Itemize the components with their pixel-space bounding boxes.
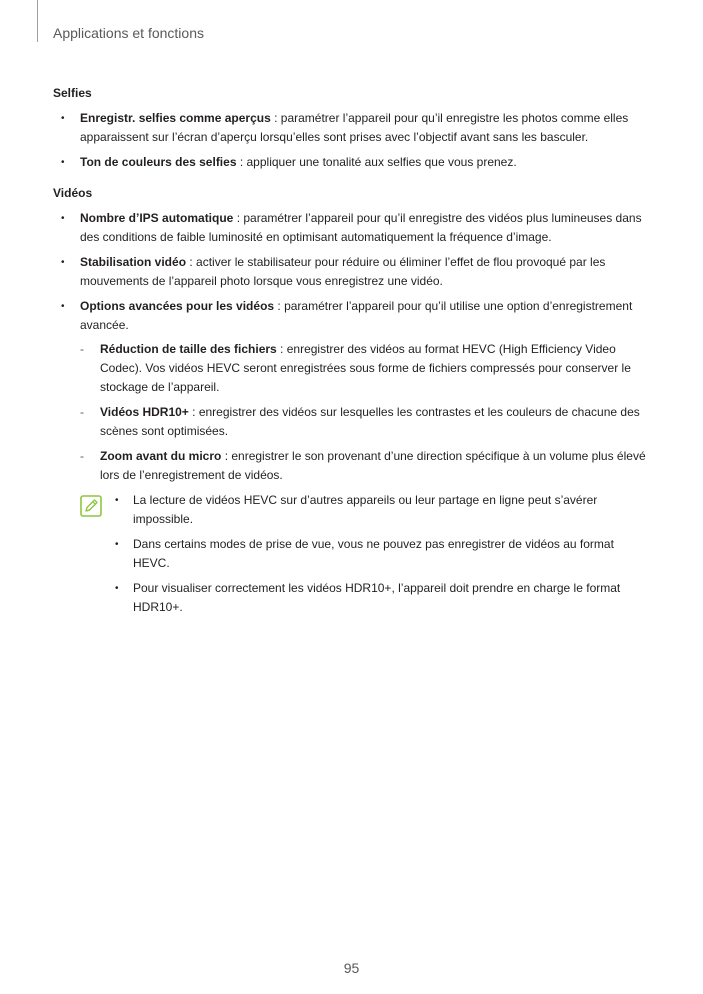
section-title-selfies: Selfies [53, 86, 92, 100]
note-item [106, 491, 648, 529]
page-number: 95 [343, 960, 360, 976]
item-term: Stabilisation vidéo [80, 255, 187, 269]
note-text: La lecture de vidéos HEVC sur d’autres appareils ou leur partage en ligne peut s’avérer impossible. [133, 493, 598, 526]
dash-marker: - [80, 342, 84, 356]
bullet: • [61, 157, 65, 168]
item-text: : enregistrer des vidéos au format HEVC (High Efficiency Video Codec). Vos vidéos HEVC seront enregistrées sous forme de fichiers compressés pour conserver le stockage de l’appareil. [100, 342, 631, 394]
notes-list [106, 491, 648, 617]
item-term: Enregistr. selfies comme aperçus [80, 111, 271, 125]
header-rule [37, 0, 38, 42]
item-term: Ton de couleurs des selfies [80, 155, 237, 169]
section-title-videos: Vidéos [53, 186, 93, 200]
item-term: Zoom avant du micro [100, 449, 222, 463]
advanced-options-sublist [80, 340, 648, 485]
item-text: : paramétrer l’appareil pour qu’il utilise une option d’enregistrement avancée. [80, 299, 633, 332]
bullet: • [61, 301, 65, 312]
note-pencil-icon [80, 495, 102, 517]
dash-marker: - [80, 405, 84, 419]
note-item [106, 535, 648, 573]
list-item [53, 297, 648, 485]
sub-list-item [80, 447, 648, 485]
list-item [53, 253, 648, 291]
bullet: • [61, 213, 65, 224]
page-content [53, 84, 648, 623]
bullet: • [61, 113, 65, 124]
item-text: : activer le stabilisateur pour réduire ou éliminer l’effet de flou provoqué par les mouvements de l’appareil photo lorsque vous enregistrez une vidéo. [80, 255, 606, 288]
item-text: : appliquer une tonalité aux selfies que vous prenez. [236, 155, 517, 169]
bullet: • [115, 495, 119, 506]
note-item [106, 579, 648, 617]
item-term: Vidéos HDR10+ [100, 405, 189, 419]
sub-list-item [80, 340, 648, 397]
sub-list-item [80, 403, 648, 441]
item-text: : enregistrer le son provenant d’une direction spécifique à un volume plus élevé lors de l’enregistrement de vidéos. [100, 449, 646, 482]
bullet: • [115, 583, 119, 594]
list-item [53, 109, 648, 147]
dash-marker: - [80, 449, 84, 463]
note-text: Pour visualiser correctement les vidéos HDR10+, l’appareil doit prendre en charge le format HDR10+. [133, 581, 621, 614]
item-text: : enregistrer des vidéos sur lesquelles les contrastes et les couleurs de chacune des scènes sont optimisées. [100, 405, 640, 438]
videos-list [53, 209, 648, 485]
bullet: • [61, 257, 65, 268]
note-text: Dans certains modes de prise de vue, vous ne pouvez pas enregistrer de vidéos au format HEVC. [133, 537, 614, 570]
item-term: Réduction de taille des fichiers [100, 342, 277, 356]
note-block [53, 491, 648, 617]
item-term: Options avancées pour les vidéos [80, 299, 275, 313]
item-term: Nombre d’IPS automatique [80, 211, 234, 225]
item-text: : paramétrer l’appareil pour qu’il enregistre des vidéos plus lumineuses dans des conditions de faible luminosité en optimisant automatiquement la fréquence d’image. [80, 211, 642, 244]
header-title: Applications et fonctions [53, 25, 204, 41]
item-text: : paramétrer l’appareil pour qu’il enregistre les photos comme elles apparaissent sur l’écran d’aperçu lorsqu’elles sont prises avec l’objectif avant sans les basculer. [80, 111, 629, 144]
bullet: • [115, 539, 119, 550]
list-item [53, 209, 648, 247]
list-item [53, 153, 648, 172]
selfies-list [53, 109, 648, 172]
